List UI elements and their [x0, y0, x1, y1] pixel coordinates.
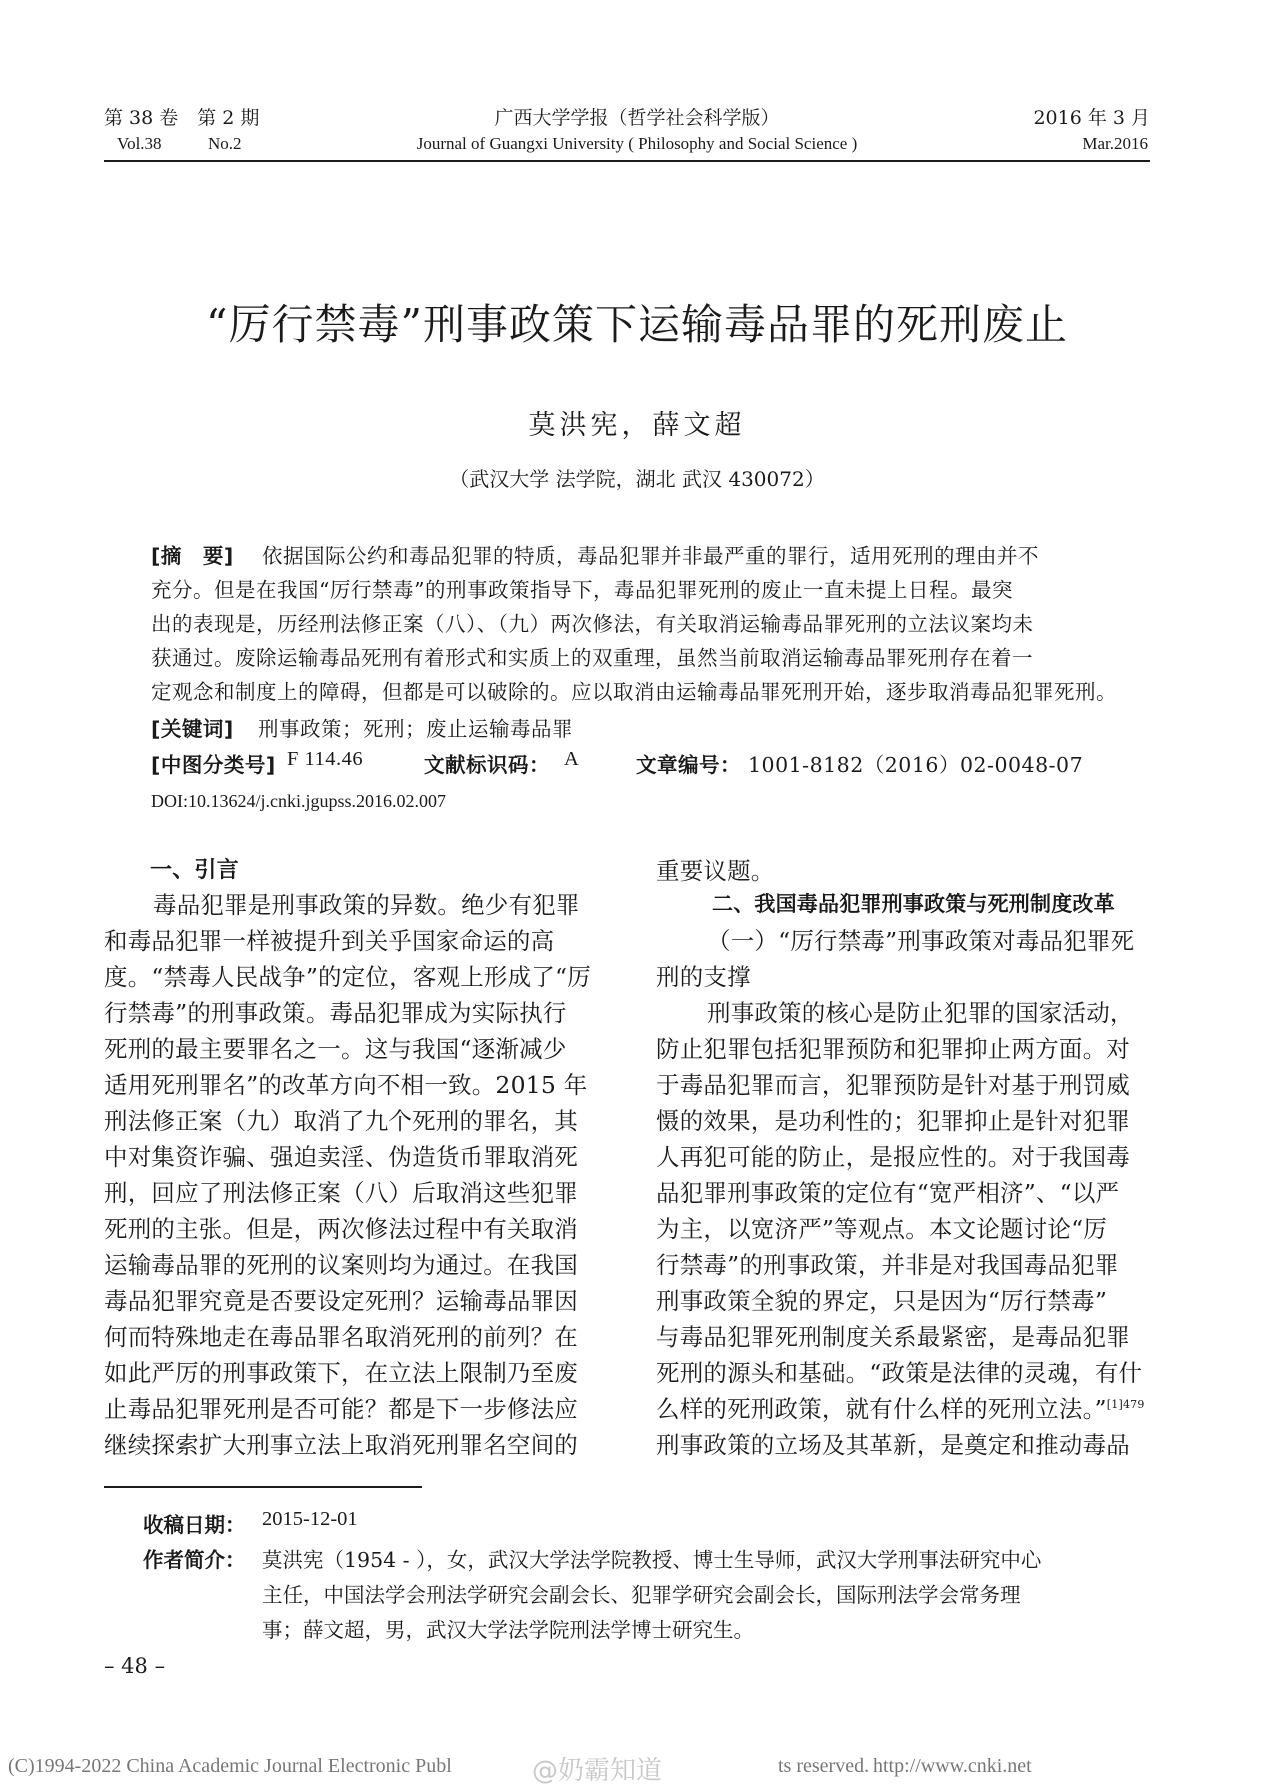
paragraph-line: 重要议题。 [656, 857, 775, 885]
paragraph-line: 人再犯可能的防止，是报应性的。对于我国毒 [656, 1143, 1130, 1171]
paragraph-line: 和毒品犯罪一样被提升到关乎国家命运的高 [104, 927, 555, 955]
citation-superscript: [1]479 [1106, 1398, 1145, 1412]
paragraph-line: 度。“禁毒人民战争”的定位，客观上形成了“厉 [104, 963, 591, 991]
section-heading: 二、我国毒品犯罪刑事政策与死刑制度改革 [712, 892, 1115, 916]
paragraph-line: 刑法修正案（九）取消了九个死刑的罪名，其 [104, 1107, 578, 1135]
paragraph-line: 于毒品犯罪而言，犯罪预防是针对基于刑罚威 [656, 1071, 1130, 1099]
paragraph-line: 刑事政策的立场及其革新，是奠定和推动毒品 [656, 1431, 1130, 1459]
paragraph-line: 适用死刑罪名”的改革方向不相一致。2015 年 [104, 1071, 588, 1099]
copyright-tail: ts reserved. [778, 1755, 870, 1777]
paragraph-line [656, 1390, 1145, 1424]
cnki-url[interactable]: http://www.cnki.net [873, 1755, 1032, 1777]
paragraph-line: 刑，回应了刑法修正案（八）后取消这些犯罪 [104, 1179, 578, 1207]
section-heading: 一、引言 [150, 858, 239, 883]
paragraph-line: 行禁毒”的刑事政策。毒品犯罪成为实际执行 [104, 999, 567, 1027]
paragraph-line: 止毒品犯罪死刑是否可能？都是下一步修法应 [104, 1395, 578, 1423]
watermark: @奶霸知道 [532, 1756, 663, 1786]
paragraph-line: 死刑的主张。但是，两次修法过程中有关取消 [104, 1215, 578, 1243]
copyright-text: (C)1994-2022 China Academic Journal Electronic Publ [8, 1755, 452, 1777]
author-bio-line: 莫洪宪（1954 - ），女，武汉大学法学院教授、博士生导师，武汉大学刑事法研究中心 [262, 1548, 1042, 1572]
subsection-heading: （一）“厉行禁毒”刑事政策对毒品犯罪死 [707, 927, 1135, 955]
authors: 莫洪宪，薛文超 [528, 410, 746, 441]
doi: DOI:10.13624/j.cnki.jgupss.2016.02.007 [151, 791, 446, 811]
subsection-heading: 刑的支撑 [656, 963, 751, 991]
received-date-label: 收稿日期： [143, 1513, 246, 1537]
paragraph-line: 与毒品犯罪死刑制度关系最紧密，是毒品犯罪 [656, 1323, 1130, 1351]
article-number-value: 1001-8182（2016）02-0048-07 [748, 753, 1084, 777]
abstract-line: 出的表现是，历经刑法修正案（八）、（九）两次修法，有关取消运输毒品罪死刑的立法议案均未 [151, 612, 1034, 636]
page-number: – 48 – [104, 1654, 166, 1678]
header-rule [104, 160, 1150, 162]
volume-en: Vol.38 [117, 134, 162, 153]
paragraph-line: 刑事政策全貌的界定，只是因为“厉行禁毒” [656, 1287, 1108, 1315]
abstract-line: 获通过。废除运输毒品死刑有着形式和实质上的双重理，虽然当前取消运输毒品罪死刑存在着一 [151, 646, 1033, 670]
paragraph-line: 行禁毒”的刑事政策，并非是对我国毒品犯罪 [656, 1251, 1119, 1279]
paragraph-line: 毒品犯罪究竟是否要设定死刑？运输毒品罪因 [104, 1287, 578, 1315]
paragraph-line: 为主，以宽济严”等观点。本文论题讨论“厉 [656, 1215, 1108, 1243]
keywords-label: [关键词] [151, 717, 234, 741]
footnote-rule [104, 1486, 422, 1488]
keywords-value: 刑事政策；死刑；废止运输毒品罪 [258, 717, 573, 741]
author-bio-line: 主任，中国法学会刑法学研究会副会长、犯罪学研究会副会长，国际刑法学会常务理 [262, 1583, 1021, 1607]
paragraph-line: 防止犯罪包括犯罪预防和犯罪抑止两方面。对 [656, 1035, 1130, 1063]
abstract-label: [摘 要] [151, 544, 234, 568]
paragraph-line: 运输毒品罪的死刑的议案则均为通过。在我国 [104, 1251, 578, 1279]
paragraph-line: 刑事政策的核心是防止犯罪的国家活动， [707, 999, 1134, 1027]
clc-value: F 114.46 [287, 748, 364, 770]
paragraph-line: 品犯罪刑事政策的定位有“宽严相济”、“以严 [656, 1179, 1120, 1207]
paragraph-line-text: 么样的死刑政策，就有什么样的死刑立法。” [656, 1395, 1107, 1423]
abstract-line: 依据国际公约和毒品犯罪的特质，毒品犯罪并非最严重的罪行，适用死刑的理由并不 [262, 544, 1039, 568]
date-en: Mar.2016 [1082, 134, 1148, 153]
document-code-label: 文献标识码： [424, 753, 550, 777]
document-code-value: A [564, 748, 580, 770]
date-cn: 2016 年 3 月 [1033, 107, 1150, 129]
issue-en: No.2 [208, 134, 242, 153]
paragraph-line: 何而特殊地走在毒品罪名取消死刑的前列？在 [104, 1323, 578, 1351]
affiliation: （武汉大学 法学院，湖北 武汉 430072） [449, 467, 825, 491]
paragraph-line: 毒品犯罪是刑事政策的异数。绝少有犯罪 [153, 891, 580, 919]
paragraph-line: 慑的效果，是功利性的；犯罪抑止是针对犯罪 [656, 1107, 1130, 1135]
paragraph-line: 中对集资诈骗、强迫卖淫、伪造货币罪取消死 [104, 1143, 578, 1171]
paragraph-line: 继续探索扩大刑事立法上取消死刑罪名空间的 [104, 1431, 578, 1459]
paragraph-line: 死刑的源头和基础。“政策是法律的灵魂，有什 [656, 1359, 1143, 1387]
clc-label: [中图分类号] [151, 753, 276, 777]
abstract-line: 定观念和制度上的障碍，但都是可以破除的。应以取消由运输毒品罪死刑开始，逐步取消毒品犯罪死刑。 [151, 680, 1117, 704]
author-bio-label: 作者简介： [143, 1548, 246, 1572]
abstract-line: 充分。但是在我国“厉行禁毒”的刑事政策指导下，毒品犯罪死刑的废止一直未提上日程。最突 [151, 578, 1013, 602]
received-date-value: 2015-12-01 [262, 1508, 358, 1530]
journal-name-cn: 广西大学学报（哲学社会科学版） [494, 107, 780, 129]
author-bio-line: 事；薛文超，男，武汉大学法学院刑法学博士研究生。 [262, 1618, 754, 1642]
paragraph-line: 如此严厉的刑事政策下，在立法上限制乃至废 [104, 1359, 578, 1387]
volume-issue-cn: 第 38 卷 第 2 期 [104, 107, 260, 129]
article-number-label: 文章编号： [636, 753, 741, 777]
article-title: “厉行禁毒”刑事政策下运输毒品罪的死刑废止 [206, 300, 1068, 349]
paragraph-line: 死刑的最主要罪名之一。这与我国“逐渐减少 [104, 1035, 567, 1063]
journal-name-en: Journal of Guangxi University ( Philosophy and Social Science ) [416, 134, 858, 153]
